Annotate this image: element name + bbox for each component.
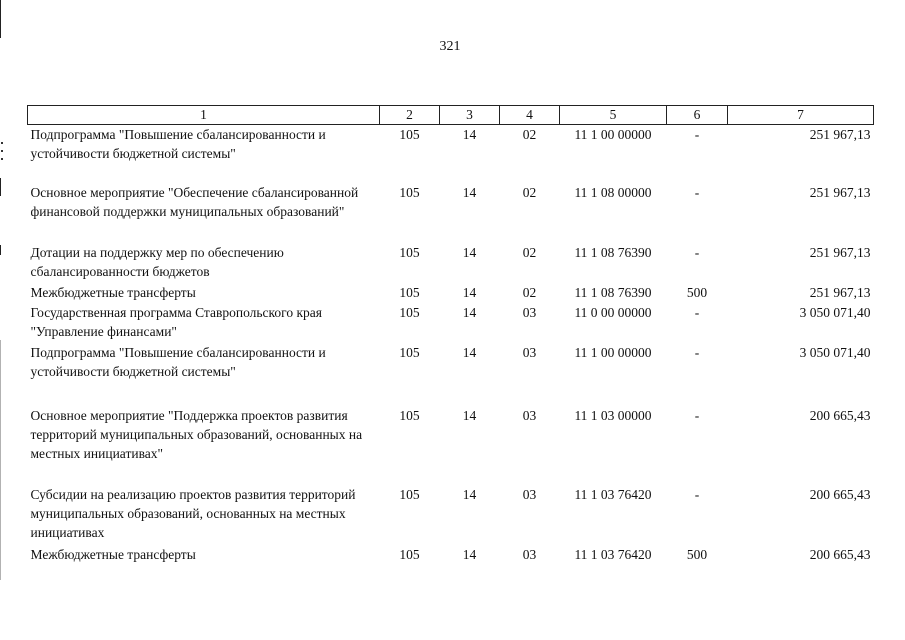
row-code-4: 03 xyxy=(522,304,537,320)
row-code-5: 11 1 00 00000 xyxy=(574,344,652,360)
row-code-3: 14 xyxy=(462,344,477,360)
row-code-4: 02 xyxy=(522,244,537,260)
row-code-6: - xyxy=(694,344,700,360)
column-header: 2 xyxy=(380,106,440,125)
row-code-2: 105 xyxy=(399,127,420,142)
margin-scan-dot xyxy=(1,150,3,152)
row-code-5: 11 1 03 76420 xyxy=(574,486,652,502)
row-amount: 200 665,43 xyxy=(809,407,871,423)
row-amount: 251 967,13 xyxy=(809,284,871,300)
table-row xyxy=(28,343,874,406)
row-name: Межбюджетные трансферты xyxy=(30,546,196,562)
row-code-6: - xyxy=(694,244,700,260)
row-code-5: 11 1 08 76390 xyxy=(574,284,652,300)
row-name: Государственная программа Ставропольского края "Управление финансами" xyxy=(30,304,322,339)
row-code-3: 14 xyxy=(462,486,477,502)
row-code-4: 02 xyxy=(522,284,537,300)
row-code-5: 11 1 03 00000 xyxy=(574,407,652,423)
margin-scan-mark xyxy=(0,245,1,255)
table-row xyxy=(28,125,874,183)
row-code-3: 14 xyxy=(462,304,477,320)
row-code-3: 14 xyxy=(462,407,477,423)
row-code-5: 11 0 00 00000 xyxy=(574,304,652,320)
page-number: 321 xyxy=(439,39,461,54)
row-code-2: 105 xyxy=(399,304,420,320)
row-code-6: - xyxy=(694,486,700,502)
row-code-4: 03 xyxy=(522,407,537,423)
budget-table xyxy=(27,105,874,565)
row-code-2: 105 xyxy=(399,244,420,260)
row-code-2: 105 xyxy=(399,407,420,423)
row-name: Дотации на поддержку мер по обеспечению сбалансированности бюджетов xyxy=(30,244,284,279)
row-code-3: 14 xyxy=(462,244,477,260)
margin-scan-mark xyxy=(0,178,1,196)
row-code-2: 105 xyxy=(399,486,420,502)
row-code-3: 14 xyxy=(462,284,477,300)
row-code-6: 500 xyxy=(686,546,708,562)
column-header: 6 xyxy=(667,106,728,125)
margin-scan-dot xyxy=(1,142,3,144)
row-code-4: 03 xyxy=(522,546,537,562)
row-name: Подпрограмма "Повышение сбалансированности и устойчивости бюджетной системы" xyxy=(30,344,326,379)
row-name: Подпрограмма "Повышение сбалансированности и устойчивости бюджетной системы" xyxy=(30,127,326,161)
column-header: 4 xyxy=(500,106,560,125)
row-name: Основное мероприятие "Обеспечение сбалансированной финансовой поддержки муниципальных образований" xyxy=(30,184,359,219)
column-header: 5 xyxy=(560,106,667,125)
row-amount: 251 967,13 xyxy=(809,184,871,200)
row-code-4: 02 xyxy=(522,184,537,200)
table-row xyxy=(28,283,874,303)
row-amount: 200 665,43 xyxy=(809,546,871,562)
row-amount: 200 665,43 xyxy=(809,486,871,502)
row-name: Основное мероприятие "Поддержка проектов развития территорий муниципальных образований, основанных на местных инициативах" xyxy=(30,407,363,461)
table-row xyxy=(28,243,874,283)
row-name: Межбюджетные трансферты xyxy=(30,284,196,300)
table-row xyxy=(28,303,874,343)
table-row xyxy=(28,485,874,545)
column-header: 1 xyxy=(28,106,380,125)
row-code-4: 02 xyxy=(522,127,537,142)
row-amount: 3 050 071,40 xyxy=(799,344,871,360)
row-code-3: 14 xyxy=(462,127,477,142)
column-header: 7 xyxy=(728,106,874,125)
row-code-2: 105 xyxy=(399,344,420,360)
row-code-4: 03 xyxy=(522,486,537,502)
row-amount: 3 050 071,40 xyxy=(799,304,871,320)
table-row xyxy=(28,406,874,485)
row-code-3: 14 xyxy=(462,546,477,562)
table-header-row xyxy=(28,106,874,125)
row-code-5: 11 1 03 76420 xyxy=(574,546,652,562)
row-code-5: 11 1 00 00000 xyxy=(574,127,652,142)
row-code-6: - xyxy=(694,407,700,423)
margin-scan-mark xyxy=(0,0,1,38)
row-name: Субсидии на реализацию проектов развития территорий муниципальных образований, основанных на местных инициативах xyxy=(30,486,356,540)
row-code-6: - xyxy=(694,184,700,200)
row-code-4: 03 xyxy=(522,344,537,360)
row-code-2: 105 xyxy=(399,284,420,300)
table-row xyxy=(28,545,874,565)
row-code-5: 11 1 08 76390 xyxy=(574,244,652,260)
row-code-2: 105 xyxy=(399,184,420,200)
margin-scan-mark xyxy=(0,340,1,580)
row-code-6: - xyxy=(694,127,700,142)
row-code-5: 11 1 08 00000 xyxy=(574,184,652,200)
row-code-6: - xyxy=(694,304,700,320)
row-amount: 251 967,13 xyxy=(809,244,871,260)
row-amount: 251 967,13 xyxy=(809,127,871,142)
table-row xyxy=(28,183,874,243)
margin-scan-dot xyxy=(1,158,3,160)
row-code-6: 500 xyxy=(686,284,708,300)
column-header: 3 xyxy=(440,106,500,125)
row-code-3: 14 xyxy=(462,184,477,200)
row-code-2: 105 xyxy=(399,546,420,562)
